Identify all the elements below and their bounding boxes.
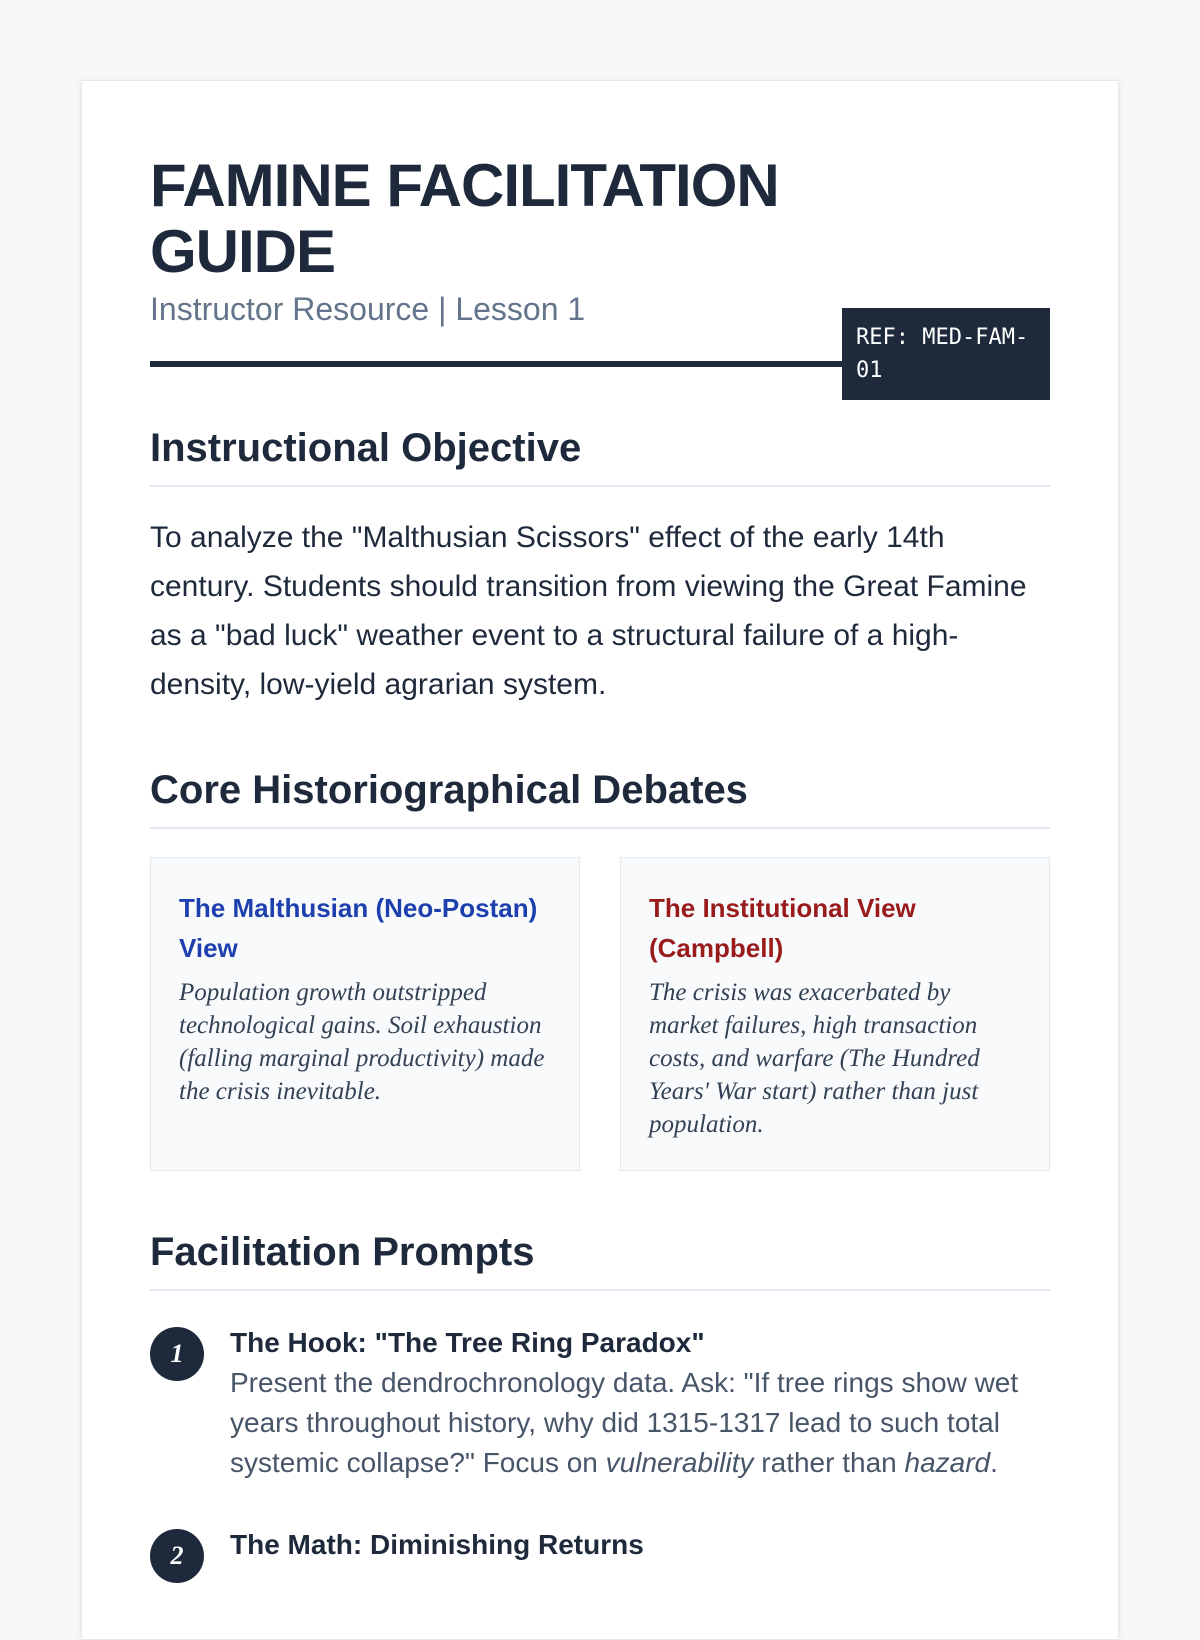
objective-text: To analyze the "Malthusian Scissors" effect of the early 14th century. Students should transition from viewing the Great Famine as a "bad luck" weather event to a structural failure of a high-density, low-yield agrarian system.: [150, 521, 1027, 701]
debate-title-malthusian: The Malthusian (Neo-Postan) View: [179, 893, 538, 963]
debate-card-malthusian: [150, 857, 580, 1171]
debate-card-institutional: [620, 857, 1050, 1171]
document-content: [150, 153, 1050, 1607]
prompt-text-part: .: [990, 1447, 998, 1478]
prompt-text-part: Present the dendrochronology data. Ask: "If tree rings show wet years throughout history, why did 1315-1317 lead to such total systemic collapse?" Focus on: [230, 1367, 1019, 1478]
reference-badge: REF: MED-FAM-01: [842, 308, 1050, 400]
prompt-item: [150, 1323, 1050, 1483]
prompt-title: The Math: Diminishing Returns: [230, 1529, 644, 1560]
objective-heading: Instructional Objective: [150, 423, 1050, 487]
debate-title-institutional: The Institutional View (Campbell): [649, 893, 916, 963]
prompt-number-badge: 1: [150, 1327, 204, 1381]
debates-heading: Core Historiographical Debates: [150, 765, 1050, 829]
header-area: [150, 152, 1050, 383]
prompts-heading: Facilitation Prompts: [150, 1227, 1050, 1291]
prompt-number-badge: 2: [150, 1529, 204, 1583]
prompts-list: [150, 1323, 1050, 1570]
prompt-item: [150, 1525, 1050, 1570]
prompt-emphasis: vulnerability: [605, 1447, 754, 1478]
prompt-emphasis: hazard: [904, 1447, 991, 1478]
document-title: FAMINE FACILITATION GUIDE: [150, 152, 779, 285]
debate-text-institutional: The crisis was exacerbated by market failures, high transaction costs, and warfare (The Hundred Years' War start) rather than just population.: [649, 979, 980, 1138]
prompt-text: [230, 1363, 1050, 1483]
document-subtitle: Instructor Resource | Lesson 1: [150, 291, 586, 327]
document-page: [81, 80, 1119, 1640]
prompt-text-part: rather than: [753, 1447, 905, 1478]
debate-text-malthusian: Population growth outstripped technological gains. Soil exhaustion (falling marginal productivity) made the crisis inevitable.: [179, 979, 545, 1105]
debates-grid: [150, 857, 1050, 1171]
prompt-title: The Hook: "The Tree Ring Paradox": [230, 1327, 705, 1358]
